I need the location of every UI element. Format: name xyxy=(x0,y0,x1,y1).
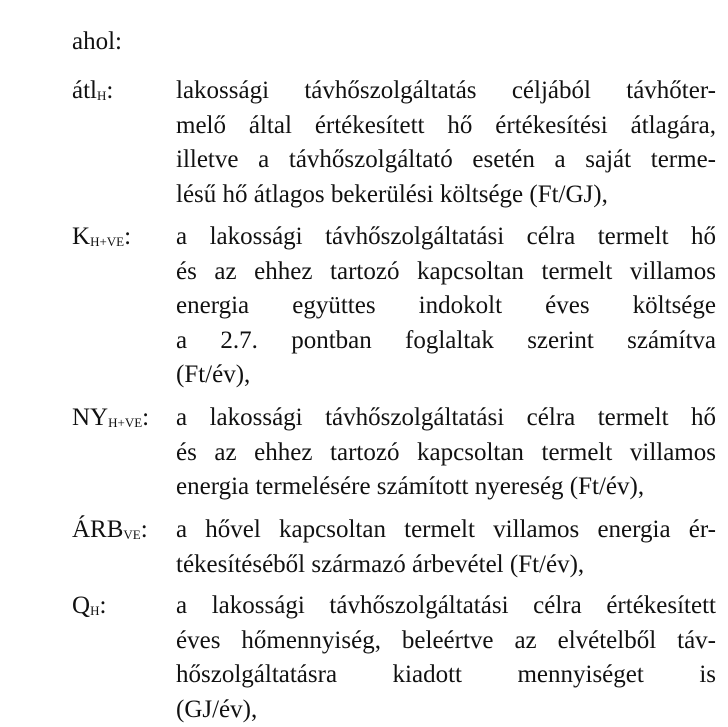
definition-term: $K_{H+VE}$: xyxy=(72,220,131,255)
description-line: melő által értékesített hő értékesítési átlagára, xyxy=(176,109,716,144)
definition-atl-h xyxy=(72,74,716,212)
definition-ny-h-ve xyxy=(72,401,716,505)
definition-description xyxy=(176,513,716,582)
description-line: a 2.7. pontban foglaltak szerint számítva xyxy=(176,324,716,359)
description-line: energia együttes indokolt éves költsége xyxy=(176,289,716,324)
description-line: (Ft/év), xyxy=(176,358,716,393)
description-line: (GJ/év), xyxy=(176,693,716,727)
definition-description xyxy=(176,74,716,212)
description-line: éves hőmennyiség, beleértve az elvételből táv- xyxy=(176,624,716,659)
definition-arb-ve xyxy=(72,513,716,582)
description-line: energia termelésére számított nyereség (Ft/év), xyxy=(176,470,716,505)
description-line: a hővel kapcsoltan termelt villamos energia ér- xyxy=(176,513,716,548)
definition-k-h-ve xyxy=(72,220,716,393)
description-line: a lakossági távhőszolgáltatási célra termelt hő xyxy=(176,220,716,255)
description-line: illetve a távhőszolgáltató esetén a saját terme- xyxy=(176,143,716,178)
definition-term: átl$_H$: xyxy=(72,74,113,109)
definition-q-h xyxy=(72,589,716,727)
definition-term: $Q_H$: xyxy=(72,589,106,624)
description-line: a lakossági távhőszolgáltatási célra értékesített xyxy=(176,589,716,624)
description-line: és az ehhez tartozó kapcsoltan termelt villamos xyxy=(176,255,716,290)
description-line: és az ehhez tartozó kapcsoltan termelt villamos xyxy=(176,436,716,471)
definition-description xyxy=(176,220,716,393)
description-line: lakossági távhőszolgáltatás céljából távhőter- xyxy=(176,74,716,109)
definition-description xyxy=(176,401,716,505)
description-line: a lakossági távhőszolgáltatási célra termelt hő xyxy=(176,401,716,436)
description-line: tékesítéséből származó árbevétel (Ft/év), xyxy=(176,548,716,583)
description-line: lésű hő átlagos bekerülési költsége (Ft/GJ), xyxy=(176,178,716,213)
definition-term: $ÁRB_{VE}$: xyxy=(72,513,148,548)
description-line: hőszolgáltatásra kiadott mennyiséget is xyxy=(176,658,716,693)
definition-description xyxy=(176,589,716,727)
intro-text: ahol: xyxy=(72,24,122,60)
definition-term: $NY_{H+VE}$: xyxy=(72,401,149,436)
